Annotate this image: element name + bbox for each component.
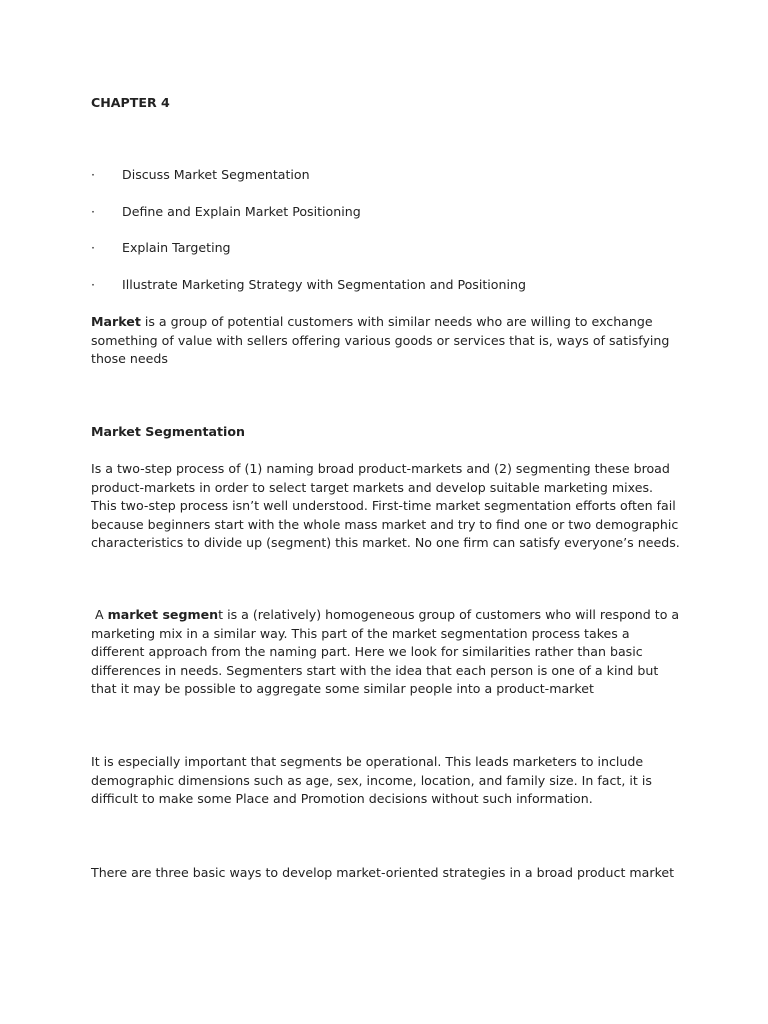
objective-text: Define and Explain Market Positioning — [122, 204, 361, 219]
market-definition-text: is a group of potential customers with similar needs who are willing to exchange something of value with sellers offering various goods or services that is, ways of satisfying those needs — [91, 314, 670, 366]
objective-text: Discuss Market Segmentation — [122, 167, 310, 182]
operational-paragraph: It is especially important that segments be operational. This leads marketers to include demographic dimensions such as age, sex, income, location, and family size. In fact, it is difficult to make some Place and Promotion decisions without such information. — [91, 754, 652, 806]
section-heading-market-segmentation: Market Segmentation — [91, 424, 245, 439]
bullet-icon: · — [91, 240, 96, 255]
strategies-paragraph: There are three basic ways to develop market-oriented strategies in a broad product market — [91, 865, 675, 880]
objective-item — [91, 276, 681, 294]
market-segment-paragraph — [91, 606, 681, 699]
market-term: Market — [91, 314, 141, 329]
market-segment-prefix: A — [91, 607, 108, 622]
bullet-icon: · — [91, 277, 96, 292]
market-definition-paragraph — [91, 313, 681, 369]
market-segment-term: market segmen — [107, 607, 219, 622]
objective-text: Explain Targeting — [122, 240, 231, 255]
objective-item — [91, 166, 681, 184]
bullet-icon: · — [91, 167, 96, 182]
objective-item — [91, 203, 681, 221]
chapter-title: CHAPTER 4 — [91, 95, 170, 110]
bullet-icon: · — [91, 204, 96, 219]
market-segment-text: t is a (relatively) homogeneous group of customers who will respond to a marketing mix in a similar way. This part of the market segmentation process takes a different approach from the naming part. Here we look for similarities rather than basic differences in needs. Segmenters start with the idea that each person is one of a kind but that it may be possible to aggregate some similar people into a product-market — [91, 607, 680, 696]
objective-text: Illustrate Marketing Strategy with Segmentation and Positioning — [122, 277, 526, 292]
segmentation-paragraph: Is a two-step process of (1) naming broad product-markets and (2) segmenting these broad product-markets in order to select target markets and develop suitable marketing mixes. This two-step process isn’t well understood. First-time market segmentation efforts often fail because beginners start with the whole mass market and try to find one or two demographic characteristics to divide up (segment) this market. No one firm can satisfy everyone’s needs. — [91, 461, 680, 550]
objective-item — [91, 239, 681, 257]
